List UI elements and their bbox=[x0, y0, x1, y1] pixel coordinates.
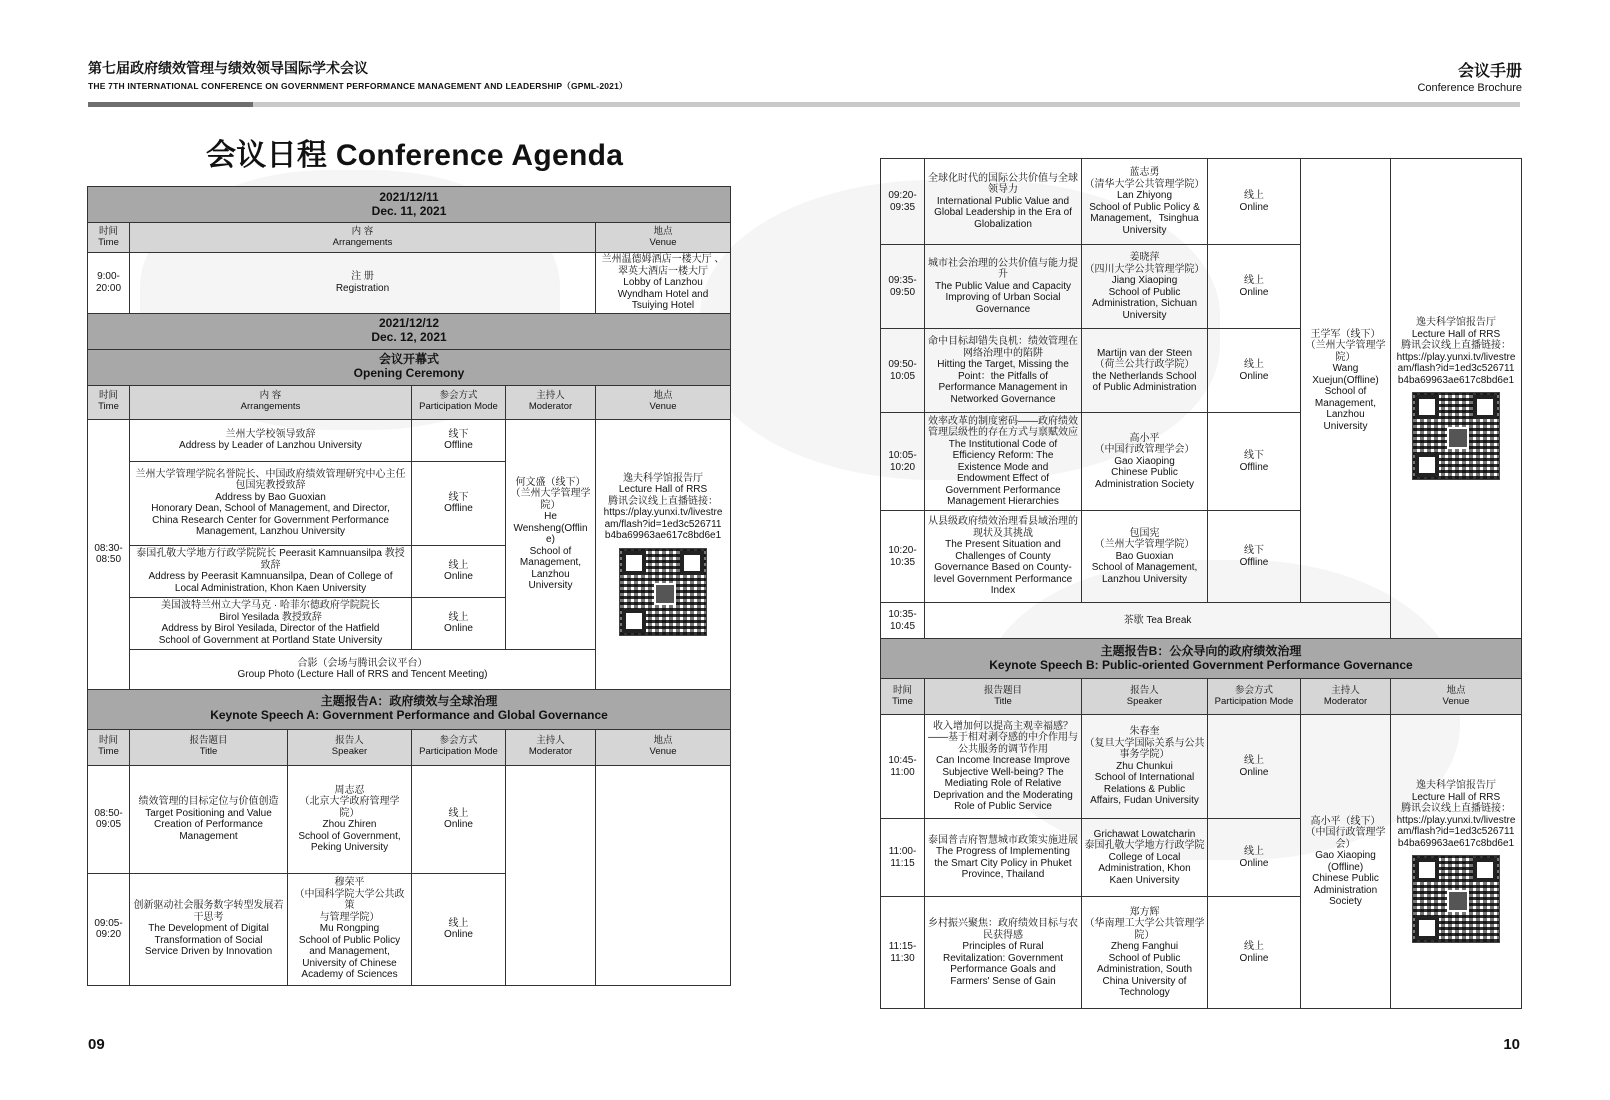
talk-speaker: 周志忍 （北京大学政府管理学院） Zhou Zhiren School of Government, Peking University bbox=[288, 765, 412, 873]
col-time: 时间 Time bbox=[881, 679, 925, 715]
talk-mode: 线上 Online bbox=[1208, 897, 1301, 1009]
talk-speaker: 穆荣平 （中国科学院大学公共政策 与管理学院） Mu Rongping School of Public Policy and Management, University of Chinese Academy of Sciences bbox=[288, 873, 412, 985]
venue-text: 逸夫科学馆报告厅 Lecture Hall of RRS 腾讯会议线上直播链接： https://play.yunxi.tv/livestre am/flash?id=1ed3c526711 b4ba69963ae617c8bd6e1 bbox=[1396, 317, 1516, 386]
ceremony-item: 兰州大学校领导致辞 Address by Leader of Lanzhou University bbox=[130, 419, 412, 461]
ceremony-item: 泰国孔敬大学地方行政学院院长 Peerasit Kamnuansilpa 教授 致辞 Address by Peerasit Kamnuansilpa, Dean of College of Local Administration, Khon Kaen University bbox=[130, 545, 412, 597]
talk-time: 10:05- 10:20 bbox=[881, 413, 925, 511]
ceremony-item: 兰州大学管理学院名誉院长、中国政府绩效管理研究中心主任 包国宪教授致辞 Address by Bao Guoxian Honorary Dean, School of Management, and Director, China Research Center for Government Performance Management, Lanzhou University bbox=[130, 461, 412, 545]
talk-mode: 线上 Online bbox=[412, 765, 506, 873]
talk-mode: 线上 Online bbox=[1208, 329, 1301, 413]
col-arrangements: 内 容 Arrangements bbox=[130, 223, 596, 253]
talk-mode: 线下 Offline bbox=[1208, 413, 1301, 511]
col-speaker: 报告人 Speaker bbox=[1082, 679, 1208, 715]
talk-speaker: 包国宪 （兰州大学管理学院） Bao Guoxian School of Management, Lanzhou University bbox=[1082, 511, 1208, 603]
talk-title: 城市社会治理的公共价值与能力提 升 The Public Value and Capacity Improving of Urban Social Governance bbox=[925, 245, 1082, 329]
qr-code-icon[interactable] bbox=[619, 548, 707, 636]
header-cn-title: 第七届政府绩效管理与绩效领导国际学术会议 bbox=[88, 60, 368, 76]
talk-mode: 线上 Online bbox=[1208, 819, 1301, 897]
talk-speaker: 姜晓萍 （四川大学公共管理学院） Jiang Xiaoping School of Public Administration, Sichuan University bbox=[1082, 245, 1208, 329]
page-number-right: 10 bbox=[1503, 1036, 1520, 1053]
day2-date: 2021/12/12 Dec. 12, 2021 bbox=[88, 313, 731, 349]
talk-time: 09:50- 10:05 bbox=[881, 329, 925, 413]
talk-mode: 线下 Offline bbox=[1208, 511, 1301, 603]
opening-ceremony-heading: 会议开幕式 Opening Ceremony bbox=[88, 349, 731, 385]
col-time: 时间 Time bbox=[88, 729, 130, 765]
talk-time: 09:05- 09:20 bbox=[88, 873, 130, 985]
talk-speaker: Martijn van der Steen （荷兰公共行政学院） the Netherlands School of Public Administration bbox=[1082, 329, 1208, 413]
talk-speaker: 蓝志勇 （清华大学公共管理学院） Lan Zhiyong School of Public Policy & Management，Tsinghua University bbox=[1082, 159, 1208, 245]
ceremony-venue bbox=[596, 419, 731, 689]
talk-mode: 线上 Online bbox=[1208, 159, 1301, 245]
talk-title: 泰国普吉府智慧城市政策实施进展 The Progress of Implementing the Smart City Policy in Phuket Province, Thailand bbox=[925, 819, 1082, 897]
keynote-a-venue bbox=[1391, 159, 1522, 639]
col-mode: 参会方式 Participation Mode bbox=[412, 385, 506, 419]
header-brochure-cn: 会议手册 bbox=[1457, 63, 1522, 80]
venue-text: 逸夫科学馆报告厅 Lecture Hall of RRS 腾讯会议线上直播链接： https://play.yunxi.tv/livestre am/flash?id=1ed3c526711 b4ba69963ae617c8bd6e1 bbox=[1396, 780, 1516, 849]
agenda-table-left bbox=[87, 186, 731, 986]
venue-cell bbox=[596, 765, 731, 985]
col-moderator: 主持人 Moderator bbox=[1301, 679, 1391, 715]
talk-title: 全球化时代的国际公共价值与全球 领导力 International Public Value and Global Leadership in the Era of Globalization bbox=[925, 159, 1082, 245]
break-time: 10:35- 10:45 bbox=[881, 603, 925, 639]
header-divider bbox=[88, 102, 1520, 107]
header-en-title: THE 7TH INTERNATIONAL CONFERENCE ON GOVERNMENT PERFORMANCE MANAGEMENT AND LEADERSHIP（GPML-2021） bbox=[88, 81, 628, 91]
ceremony-mode: 线上 Online bbox=[412, 597, 506, 649]
qr-code-icon[interactable] bbox=[1412, 392, 1500, 480]
tea-break: 茶歇 Tea Break bbox=[925, 603, 1391, 639]
talk-speaker: Grichawat Lowatcharin 泰国孔敬大学地方行政学院 College of Local Administration, Khon Kaen University bbox=[1082, 819, 1208, 897]
day1-venue: 兰州温德姆酒店一楼大厅 、 翠英大酒店一楼大厅 Lobby of Lanzhou Wyndham Hotel and Tsuiying Hotel bbox=[596, 253, 731, 314]
moderator-cell bbox=[506, 765, 596, 985]
talk-mode: 线上 Online bbox=[1208, 245, 1301, 329]
page-title: 会议日程 Conference Agenda bbox=[206, 139, 624, 172]
talk-title: 收入增加何以提高主观幸福感？ ——基于相对剥夺感的中介作用与 公共服务的调节作用 Can Income Increase Improve Subjective Well-being? The Mediating Role of Relative Deprivation and the Moderating Role of Public Service bbox=[925, 715, 1082, 819]
talk-time: 09:20- 09:35 bbox=[881, 159, 925, 245]
col-mode: 参会方式 Participation Mode bbox=[412, 729, 506, 765]
col-venue: 地点 Venue bbox=[1391, 679, 1522, 715]
talk-time: 08:50- 09:05 bbox=[88, 765, 130, 873]
col-time: 时间 Time bbox=[88, 223, 130, 253]
header-divider-accent bbox=[88, 102, 253, 107]
talk-title: 创新驱动社会服务数字转型发展若 干思考 The Development of Digital Transformation of Social Service Driven by Innovation bbox=[130, 873, 288, 985]
talk-time: 11:00- 11:15 bbox=[881, 819, 925, 897]
col-arrangements: 内 容 Arrangements bbox=[130, 385, 412, 419]
keynote-a-heading: 主题报告A：政府绩效与全球治理 Keynote Speech A: Government Performance and Global Governance bbox=[88, 689, 731, 729]
col-venue: 地点 Venue bbox=[596, 223, 731, 253]
ceremony-time: 08:30- 08:50 bbox=[88, 419, 130, 689]
col-moderator: 主持人 Moderator bbox=[506, 385, 596, 419]
col-title: 报告题目 Title bbox=[130, 729, 288, 765]
talk-title: 乡村振兴聚焦：政府绩效目标与农 民获得感 Principles of Rural Revitalization: Government Performance Goals and Farmers' Sense of Gain bbox=[925, 897, 1082, 1009]
keynote-b-moderator: 高小平（线下） （中国行政管理学 会） Gao Xiaoping (Offline) Chinese Public Administration Society bbox=[1301, 715, 1391, 1009]
ceremony-moderator: 何文盛（线下） （兰州大学管理学 院） He Wensheng(Offlin e) School of Management, Lanzhou University bbox=[506, 419, 596, 649]
day1-registration: 注 册 Registration bbox=[130, 253, 596, 314]
talk-time: 10:20- 10:35 bbox=[881, 511, 925, 603]
col-title: 报告题目 Title bbox=[925, 679, 1082, 715]
talk-title: 命中目标却错失良机：绩效管理在 网络治理中的陷阱 Hitting the Target, Missing the Point：the Pitfalls of Performance Management in Networked Governance bbox=[925, 329, 1082, 413]
talk-title: 绩效管理的目标定位与价值创造 Target Positioning and Value Creation of Performance Management bbox=[130, 765, 288, 873]
col-speaker: 报告人 Speaker bbox=[288, 729, 412, 765]
col-venue: 地点 Venue bbox=[596, 729, 731, 765]
keynote-a-moderator: 王学军（线下） （兰州大学管理学 院） Wang Xuejun(Offline) School of Management, Lanzhou University bbox=[1301, 159, 1391, 603]
talk-speaker: 郑方辉 （华南理工大学公共管理学 院） Zheng Fanghui School of Public Administration, South China University of Technology bbox=[1082, 897, 1208, 1009]
talk-title: 效率改革的制度密码——政府绩效 管理层级性的存在方式与禀赋效应 The Institutional Code of Efficiency Reform: The Existence Mode and Endowment Effect of Government Performance Management Hierarchies bbox=[925, 413, 1082, 511]
day1-time: 9:00- 20:00 bbox=[88, 253, 130, 314]
venue-text: 逸夫科学馆报告厅 Lecture Hall of RRS 腾讯会议线上直播链接： https://play.yunxi.tv/livestre am/flash?id=1ed3c526711 b4ba69963ae617c8bd6e1 bbox=[603, 472, 723, 541]
talk-title: 从县级政府绩效治理看县域治理的 现状及其挑战 The Present Situation and Challenges of County Governance Based on County- level Government Performance Index bbox=[925, 511, 1082, 603]
talk-time: 11:15- 11:30 bbox=[881, 897, 925, 1009]
talk-speaker: 高小平 （中国行政管理学会） Gao Xiaoping Chinese Public Administration Society bbox=[1082, 413, 1208, 511]
talk-mode: 线上 Online bbox=[1208, 715, 1301, 819]
col-mode: 参会方式 Participation Mode bbox=[1208, 679, 1301, 715]
col-time: 时间 Time bbox=[88, 385, 130, 419]
qr-code-icon[interactable] bbox=[1412, 855, 1500, 943]
day1-date: 2021/12/11 Dec. 11, 2021 bbox=[88, 187, 731, 223]
talk-time: 10:45- 11:00 bbox=[881, 715, 925, 819]
agenda-table-right bbox=[880, 158, 1522, 1009]
ceremony-mode: 线下 Offline bbox=[412, 419, 506, 461]
keynote-b-venue bbox=[1391, 715, 1522, 1009]
ceremony-mode: 线上 Online bbox=[412, 545, 506, 597]
ceremony-mode: 线下 Offline bbox=[412, 461, 506, 545]
col-moderator: 主持人 Moderator bbox=[506, 729, 596, 765]
col-venue: 地点 Venue bbox=[596, 385, 731, 419]
talk-mode: 线上 Online bbox=[412, 873, 506, 985]
page-number-left: 09 bbox=[88, 1036, 105, 1053]
group-photo: 合影（会场与腾讯会议平台） Group Photo (Lecture Hall of RRS and Tencent Meeting) bbox=[130, 649, 596, 689]
talk-time: 09:35- 09:50 bbox=[881, 245, 925, 329]
header-brochure-en: Conference Brochure bbox=[1417, 82, 1522, 94]
keynote-b-heading: 主题报告B：公众导向的政府绩效治理 Keynote Speech B: Public-oriented Government Performance Governance bbox=[881, 639, 1522, 679]
ceremony-item: 美国波特兰州立大学马克 · 哈菲尔德政府学院院长 Birol Yesilada 教授致辞 Address by Birol Yesilada, Director of the Hatfield School of Government at Portland State University bbox=[130, 597, 412, 649]
talk-speaker: 朱春奎 （复旦大学国际关系与公共 事务学院） Zhu Chunkui School of International Relations & Public Affairs, Fudan University bbox=[1082, 715, 1208, 819]
